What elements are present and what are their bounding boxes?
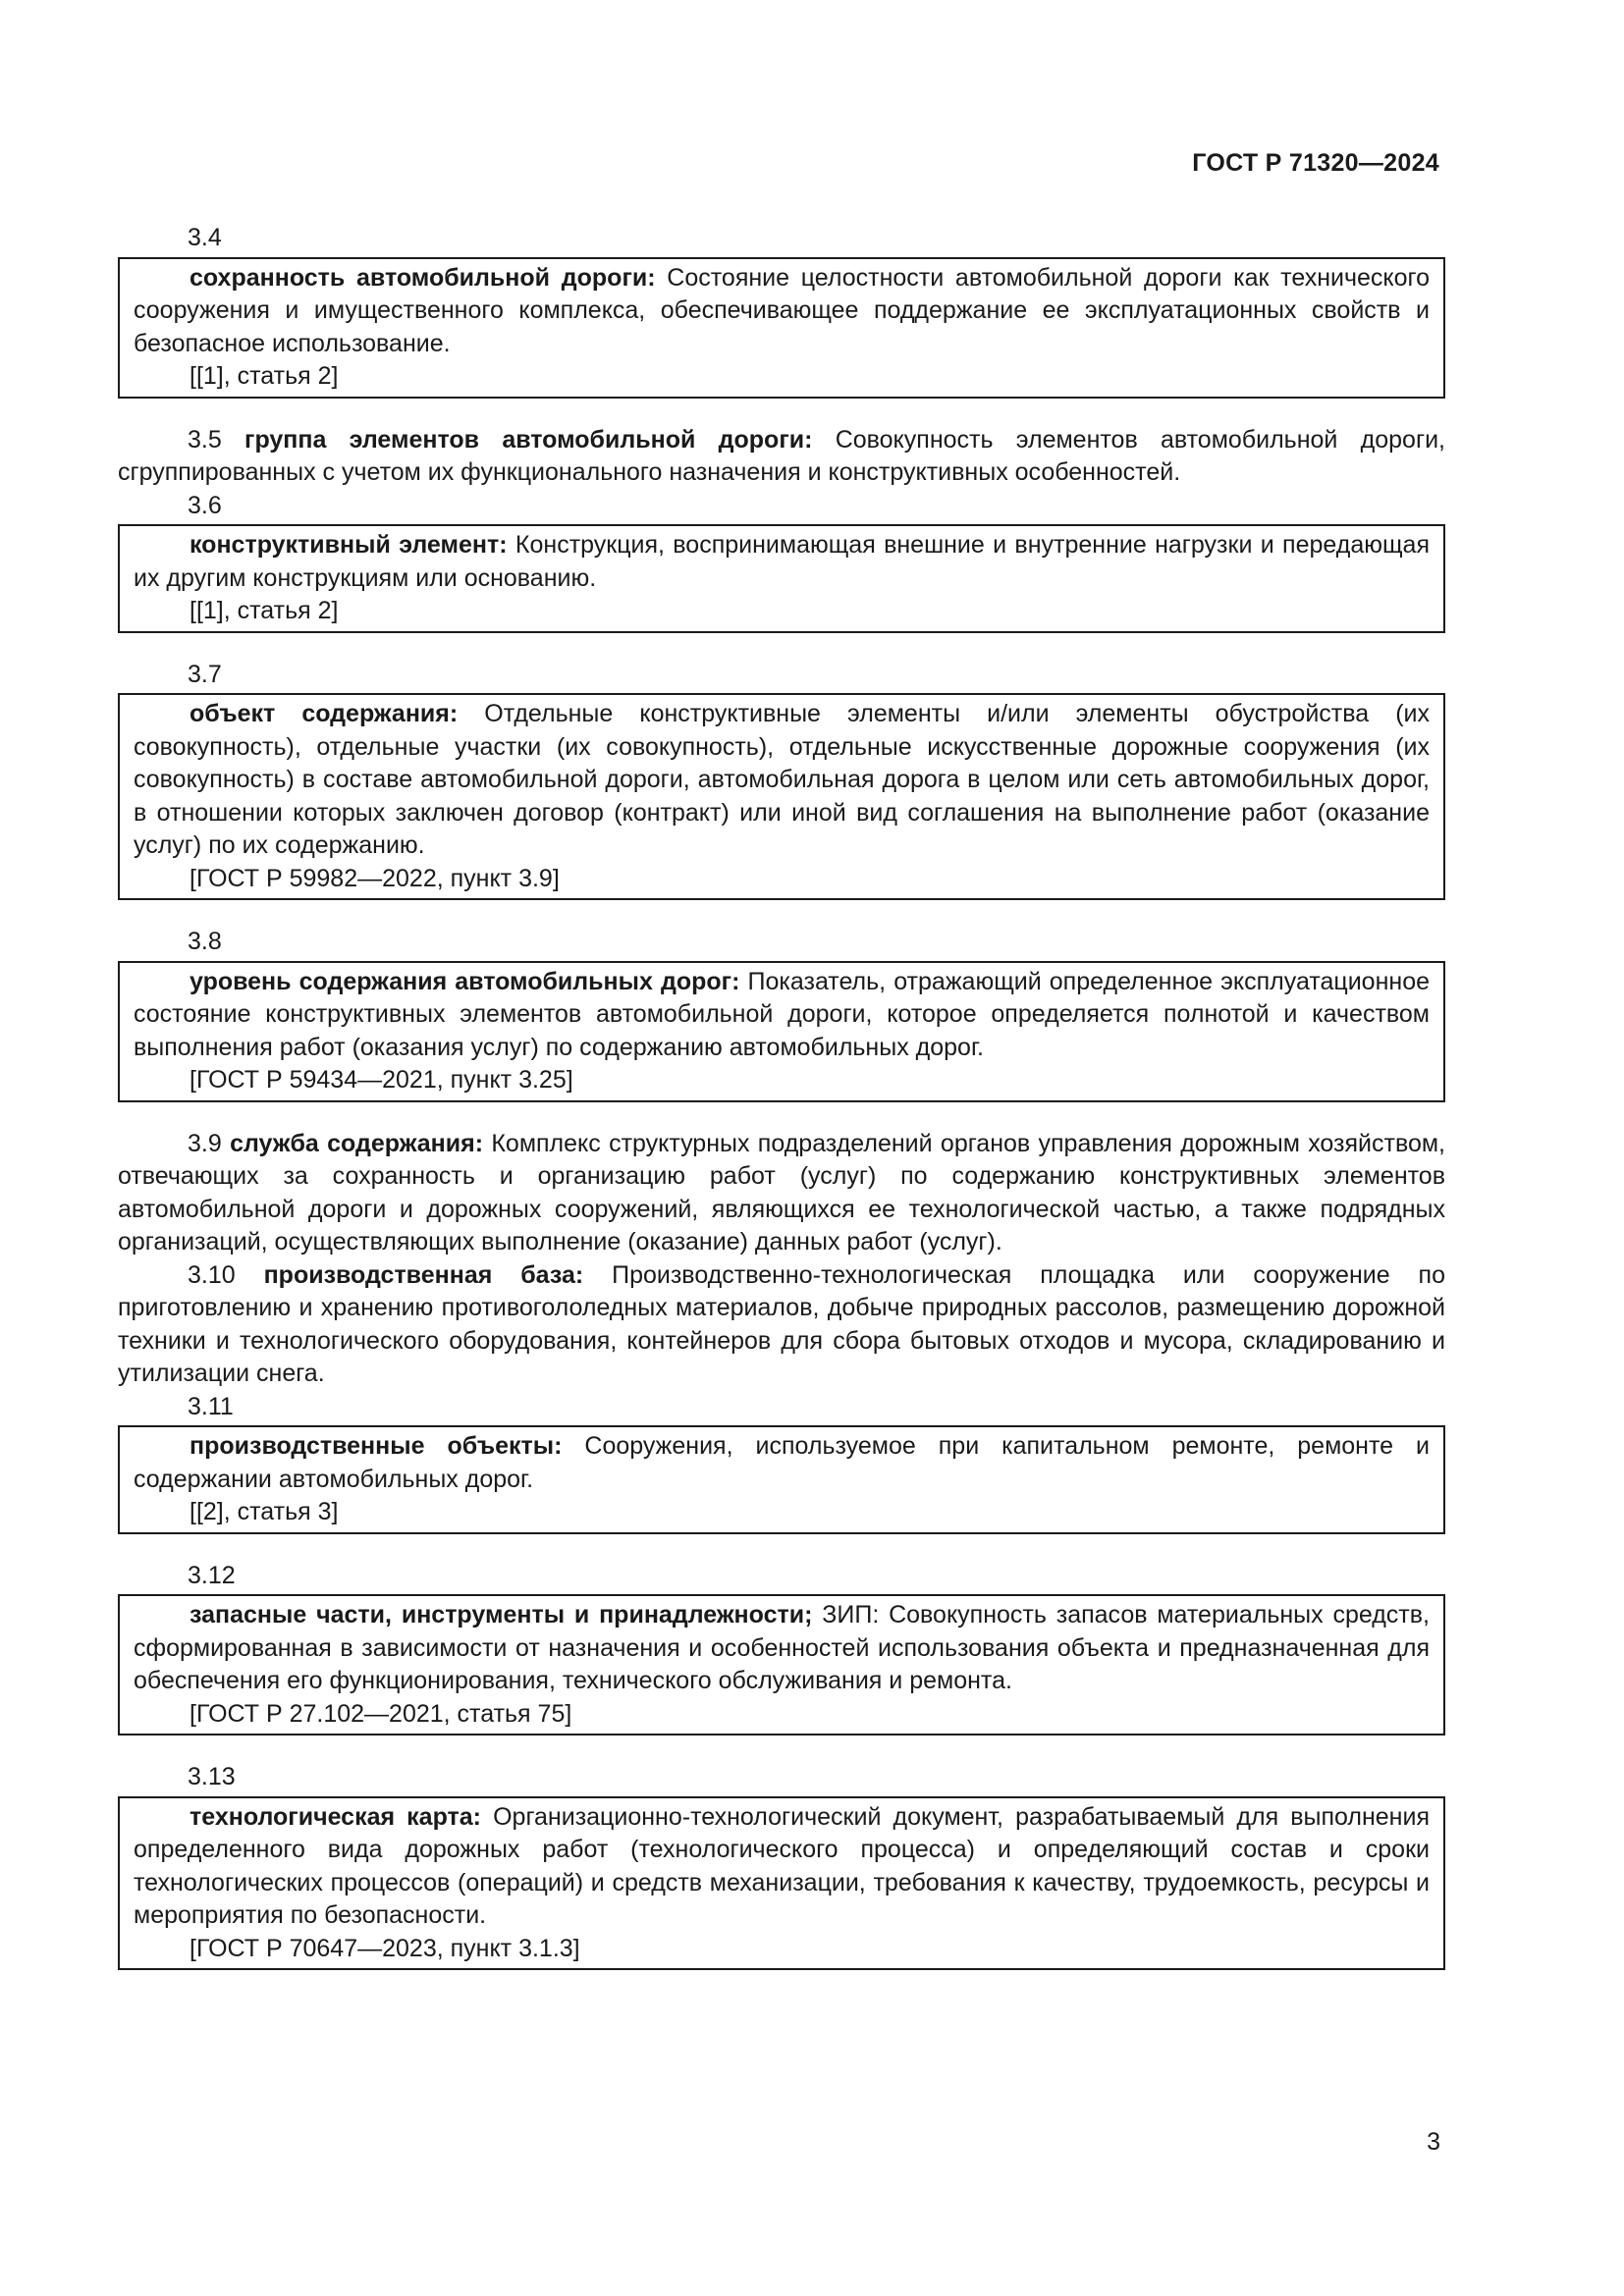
term-title: запасные части, инструменты и принадлежности; [189, 1601, 813, 1629]
terms-section [118, 222, 1445, 1970]
term-title: сохранность автомобильной дороги: [189, 263, 656, 292]
term-number: 3.8 [188, 928, 222, 955]
term-box [118, 1796, 1445, 1971]
term-definition: Сооружения, используемое при капитальном ремонте, ремонте и содержании автомобильных дорог. [134, 1432, 1430, 1493]
term-definition: Производственно-технологическая площадка или сооружение по приготовлению и хранению противогололедных материалов, добыче природных рассолов, размещению дорожной техники и технологического оборудования, контейнеров для сбора бытовых отходов и мусора, складированию и утилизации снега. [118, 1260, 1445, 1387]
document-header: ГОСТ Р 71320—2024 [1192, 149, 1439, 177]
term-title: уровень содержания автомобильных дорог: [189, 967, 740, 995]
term-definition: Конструкция, воспринимающая внешние и внутренние нагрузки и передающая их другим конструкциям или основанию. [134, 531, 1430, 592]
term-box [118, 257, 1445, 399]
term-source: [ГОСТ Р 27.102—2021, статья 75] [189, 1699, 572, 1728]
term-number: 3.7 [188, 660, 222, 688]
term-entry [118, 424, 1445, 490]
term-source: [ГОСТ Р 59982—2022, пункт 3.9] [189, 864, 560, 892]
term-entry [134, 529, 1430, 595]
term-source: [[1], статья 2] [189, 597, 339, 624]
page-number: 3 [1427, 2128, 1440, 2156]
term-box [118, 524, 1445, 633]
term-box [118, 693, 1445, 900]
term-entry [134, 262, 1430, 361]
term-entry [118, 1259, 1445, 1391]
term-entry [134, 966, 1430, 1065]
term-definition: Отдельные конструктивные элементы и/или элементы обустройства (их совокупность), отдельные участки (их совокупность), отдельные искусственные дорожные сооружения (их совокупность) в составе автомобильной дороги, автомобильная дорога в целом или сеть автомобильных дорог, в отношении которых заключен договор (контракт) или иной вид соглашения на выполнение работ (оказание услуг) по их содержанию. [134, 700, 1431, 859]
term-entry [134, 698, 1430, 863]
term-entry [134, 1430, 1430, 1496]
term-box [118, 1594, 1445, 1735]
term-number: 3.6 [188, 491, 222, 519]
term-number: 3.5 [188, 425, 222, 454]
term-number: 3.12 [188, 1561, 236, 1589]
term-entry [134, 1599, 1430, 1698]
term-source: [[1], статья 2] [189, 362, 339, 390]
term-source: [ГОСТ Р 59434—2021, пункт 3.25] [189, 1066, 573, 1094]
term-number: 3.13 [188, 1763, 236, 1790]
term-number: 3.11 [188, 1392, 234, 1420]
term-title: производственные объекты: [189, 1432, 563, 1460]
term-box [118, 1425, 1445, 1534]
term-source: [ГОСТ Р 70647—2023, пункт 3.1.3] [189, 1934, 580, 1962]
term-source: [[2], статья 3] [189, 1498, 339, 1525]
term-title: служба содержания: [230, 1129, 484, 1157]
term-title: конструктивный элемент: [189, 531, 508, 559]
term-entry [118, 1128, 1445, 1259]
term-title: группа элементов автомобильной дороги: [244, 425, 813, 454]
term-definition: Показатель, отражающий определенное эксплуатационное состояние конструктивных элементов автомобильной дороги, которое определяется полнотой и качеством выполнения работ (оказания услуг) по содержанию автомобильных дорог. [134, 967, 1431, 1061]
term-number: 3.4 [188, 224, 222, 251]
term-definition: Состояние целостности автомобильной дороги как технического сооружения и имущественного комплекса, обеспечивающее поддержание ее эксплуатационных свойств и безопасное использование. [134, 263, 1430, 357]
term-definition: Комплекс структурных подразделений органов управления дорожным хозяйством, отвечающих за сохранность и организацию работ (услуг) по содержанию конструктивных элементов автомобильной дороги и дорожных сооружений, являющихся ее технологической частью, а также подрядных организаций, осуществляющих выполнение (оказание) данных работ (услуг). [118, 1129, 1446, 1255]
term-number: 3.10 [188, 1260, 236, 1289]
term-definition: ЗИП: Совокупность запасов материальных средств, сформированная в зависимости от назначения и особенностей использования объекта и предназначенная для обеспечения его функционирования, технического обслуживания и ремонта. [134, 1601, 1430, 1694]
term-definition: Совокупность элементов автомобильной дороги, сгруппированных с учетом их функционального назначения и конструктивных особенностей. [118, 425, 1445, 486]
term-title: объект содержания: [189, 700, 459, 727]
term-definition: Организационно-технологический документ, разрабатываемый для выполнения определенного вида дорожных работ (технологического процесса) и определяющий состав и сроки технологических процессов (операций) и средств механизации, требования к качеству, трудоемкость, ресурсы и мероприятия по безопасности. [134, 1802, 1430, 1929]
term-title: производственная база: [263, 1260, 584, 1289]
term-entry [134, 1801, 1430, 1933]
term-title: технологическая карта: [189, 1802, 481, 1831]
term-number: 3.9 [188, 1129, 222, 1157]
term-box [118, 961, 1445, 1102]
